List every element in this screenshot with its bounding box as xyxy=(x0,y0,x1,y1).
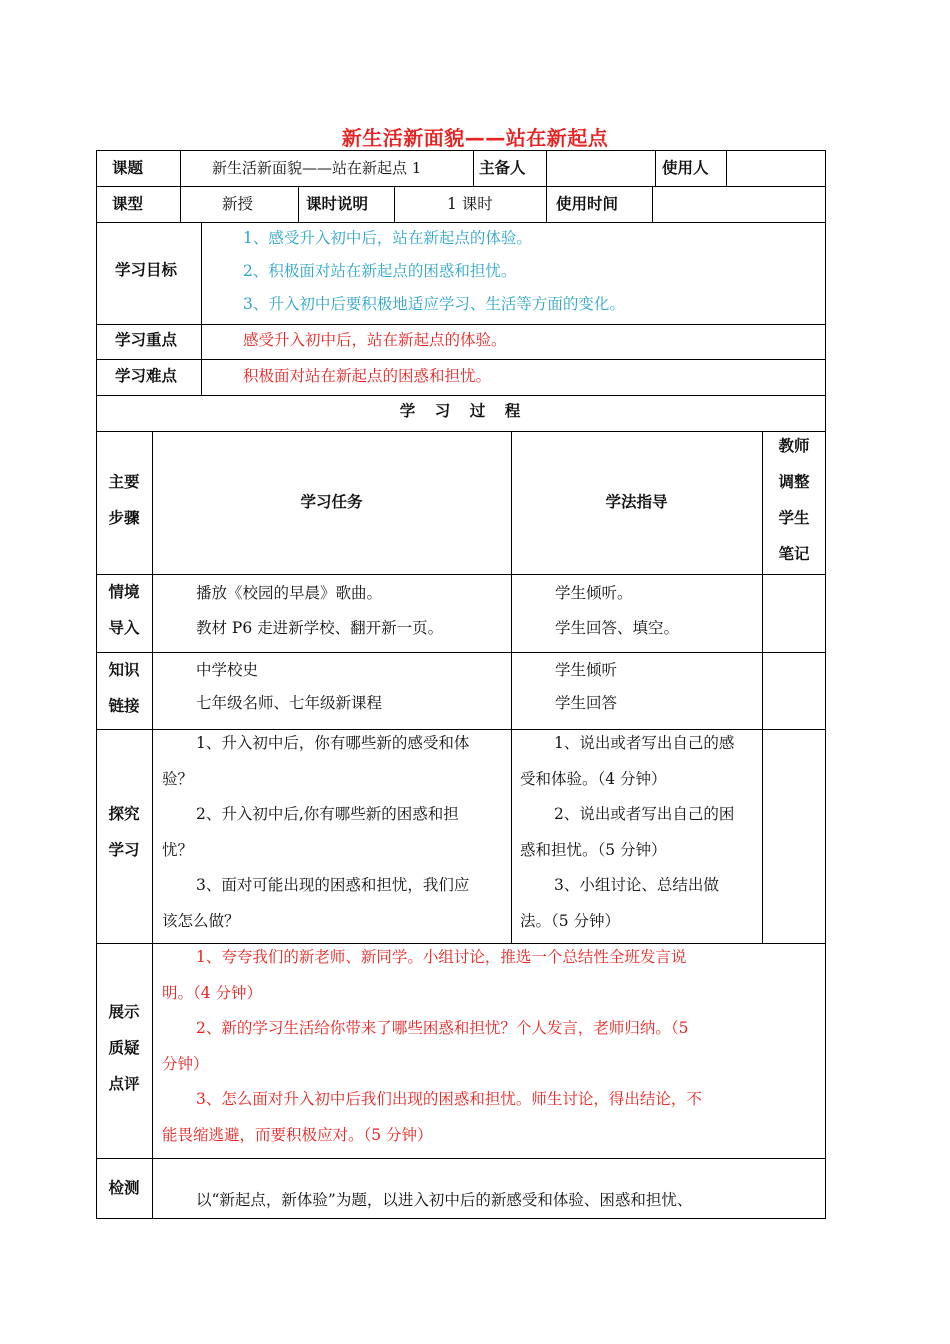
step-line: 链接 xyxy=(108,697,140,715)
objective-item: 2、积极面对站在新起点的困惑和担忧。 xyxy=(243,262,517,280)
process-header: 学 习 过 程 xyxy=(399,402,523,420)
method-line: 受和体验。（4 分钟） xyxy=(520,769,667,788)
task-cell xyxy=(196,654,382,720)
type-value: 新授 xyxy=(222,195,254,213)
key-point-label: 学习重点 xyxy=(115,331,178,349)
step-line: 导入 xyxy=(108,619,140,637)
task-cell xyxy=(196,576,443,646)
method-cell xyxy=(520,726,760,939)
step-cell xyxy=(96,652,152,724)
steps-header-line: 步骤 xyxy=(108,509,140,527)
notes-header-line: 学生 xyxy=(778,509,810,527)
steps-column-header xyxy=(96,464,152,536)
objectives-list xyxy=(243,222,625,321)
objective-item: 3、升入初中后要积极地适应学习、生活等方面的变化。 xyxy=(243,295,625,313)
task-line: 1、升入初中后，你有哪些新的感受和体 xyxy=(196,734,470,752)
display-cell xyxy=(162,940,822,1153)
steps-header-line: 主要 xyxy=(108,473,140,491)
method-line: 法。（5 分钟） xyxy=(520,911,621,930)
display-line: 3、怎么面对升入初中后我们出现的困惑和担忧。师生讨论，得出结论，不 xyxy=(196,1090,702,1108)
objectives-label: 学习目标 xyxy=(115,261,178,279)
objective-item: 1、感受升入初中后，站在新起点的体验。 xyxy=(243,229,532,247)
step-line: 学习 xyxy=(108,841,140,859)
notes-column-header xyxy=(762,428,826,572)
step-cell xyxy=(96,994,152,1102)
task-line: 教材 P6 走进新学校、翻开新一页。 xyxy=(196,619,444,637)
display-line: 2、新的学习生活给你带来了哪些困惑和担忧？个人发言，老师归纳。（5 xyxy=(196,1019,689,1037)
task-column-header: 学习任务 xyxy=(300,493,363,511)
task-line: 中学校史 xyxy=(196,661,259,679)
step-line: 知识 xyxy=(108,661,140,679)
method-line: 学生回答、填空。 xyxy=(555,619,680,637)
task-line: 2、升入初中后,你有哪些新的困惑和担 xyxy=(196,805,459,823)
method-line: 3、小组讨论、总结出做 xyxy=(554,876,719,894)
method-line: 学生倾听。 xyxy=(555,584,633,602)
task-line: 忧？ xyxy=(162,840,194,859)
method-cell xyxy=(555,576,679,646)
step-line: 质疑 xyxy=(108,1039,140,1057)
time-label: 使用时间 xyxy=(556,195,619,213)
method-line: 2、说出或者写出自己的困 xyxy=(554,805,735,823)
notes-header-line: 教师 xyxy=(778,437,810,455)
step-cell xyxy=(96,796,152,868)
topic-value: 新生活新面貌——站在新起点 1 xyxy=(212,159,422,177)
method-line: 惑和担忧。（5 分钟） xyxy=(520,840,667,859)
step-line: 点评 xyxy=(108,1075,140,1093)
step-line: 探究 xyxy=(108,805,140,823)
test-text: 以“新起点，新体验”为题，以进入初中后的新感受和体验、困惑和担忧、 xyxy=(196,1191,693,1209)
hours-label: 课时说明 xyxy=(306,195,369,213)
user-label: 使用人 xyxy=(662,159,709,177)
display-line: 明。（4 分钟） xyxy=(162,983,263,1002)
preparer-label: 主备人 xyxy=(479,159,526,177)
difficulty-label: 学习难点 xyxy=(115,367,178,385)
step-line: 情境 xyxy=(108,583,140,601)
method-line: 学生回答 xyxy=(555,694,618,712)
key-point-text: 感受升入初中后，站在新起点的体验。 xyxy=(243,331,507,349)
topic-label: 课题 xyxy=(112,159,144,177)
hours-value: 1 课时 xyxy=(447,195,493,213)
task-line: 3、面对可能出现的困惑和担忧，我们应 xyxy=(196,876,470,894)
task-line: 验？ xyxy=(162,769,194,788)
display-line: 分钟） xyxy=(162,1054,209,1073)
method-line: 1、说出或者写出自己的感 xyxy=(554,734,735,752)
display-line: 1、夸夸我们的新老师、新同学。小组讨论，推选一个总结性全班发言说 xyxy=(196,948,687,966)
method-cell xyxy=(555,654,617,720)
task-line: 该怎么做？ xyxy=(162,911,240,930)
notes-header-line: 笔记 xyxy=(778,545,810,563)
notes-header-line: 调整 xyxy=(778,473,810,491)
difficulty-text: 积极面对站在新起点的困惑和担忧。 xyxy=(243,367,492,385)
step-cell xyxy=(96,574,152,646)
task-line: 七年级名师、七年级新课程 xyxy=(196,694,383,712)
task-line: 播放《校园的早晨》歌曲。 xyxy=(196,584,383,602)
page-title: 新生活新面貌——站在新起点 xyxy=(341,126,609,150)
step-cell: 检测 xyxy=(108,1179,140,1197)
display-line: 能畏缩逃避，而要积极应对。（5 分钟） xyxy=(162,1125,433,1144)
task-cell xyxy=(162,726,507,939)
method-column-header: 学法指导 xyxy=(605,493,668,511)
method-line: 学生倾听 xyxy=(555,661,618,679)
type-label: 课型 xyxy=(112,195,144,213)
step-line: 展示 xyxy=(108,1003,140,1021)
